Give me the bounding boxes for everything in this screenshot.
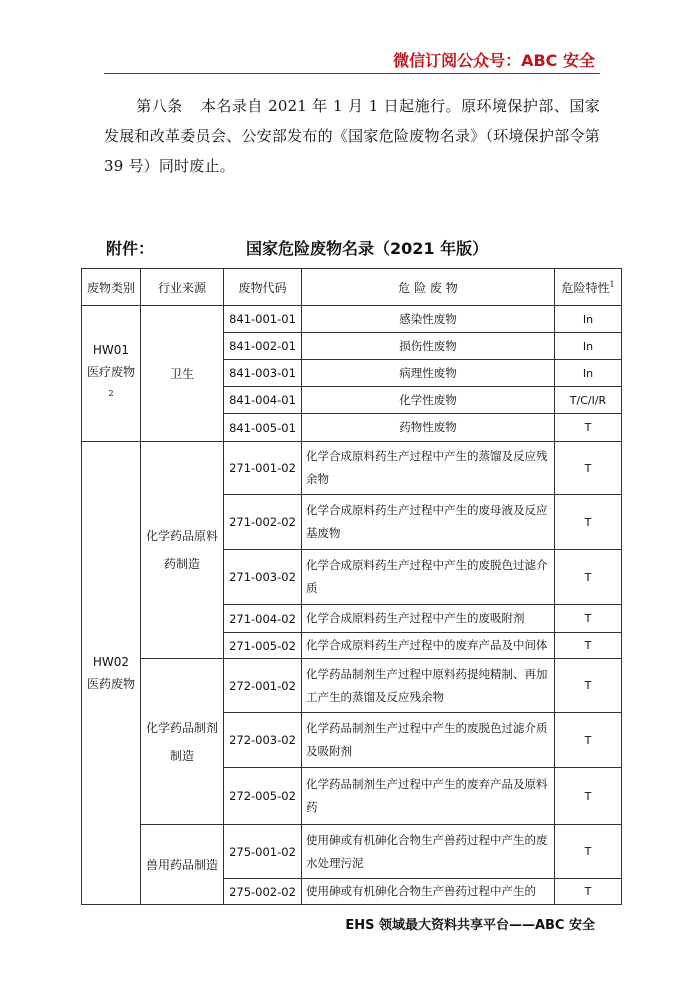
table-row	[82, 442, 622, 495]
attachment-label: 附件：	[106, 239, 155, 258]
waste-name: 化学性废物	[302, 387, 555, 414]
source-group: 兽用药品制造	[141, 825, 224, 905]
waste-name: 化学合成原料药生产过程中产生的废母液及反应基废物	[302, 495, 555, 550]
table-row	[82, 659, 622, 713]
source-group: 化学药品制剂制造	[141, 659, 224, 825]
waste-name: 化学合成原料药生产过程中产生的蒸馏及反应残余物	[302, 442, 555, 495]
waste-code: 271-001-02	[224, 442, 302, 495]
waste-name: 病理性废物	[302, 360, 555, 387]
article-body: 本名录自 2021 年 1 月 1 日起施行。原环境保护部、国家发展和改革委员会、公安部发布的《国家危险废物名录》（环境保护部令第 39 号）同时废止。	[104, 97, 600, 175]
waste-name: 使用砷或有机砷化合物生产兽药过程中产生的	[302, 879, 555, 905]
category-hw01: HW01 医疗废物 $^2$	[82, 306, 141, 442]
hazard-characteristic: In	[555, 333, 622, 360]
waste-code: 272-003-02	[224, 713, 302, 768]
waste-code: 271-002-02	[224, 495, 302, 550]
header-category: 废物类别	[82, 269, 141, 306]
header-channel: 微信订阅公众号：ABC 安全	[393, 51, 595, 70]
header-divider	[104, 73, 600, 74]
waste-code: 271-004-02	[224, 605, 302, 633]
table-row	[82, 825, 622, 879]
waste-code: 271-005-02	[224, 633, 302, 659]
waste-code: 272-005-02	[224, 768, 302, 825]
source-hw01: 卫生	[141, 306, 224, 442]
waste-name: 化学合成原料药生产过程中产生的废脱色过滤介质	[302, 550, 555, 605]
waste-name: 感染性废物	[302, 306, 555, 333]
waste-name: 化学合成原料药生产过程中产生的废吸附剂	[302, 605, 555, 633]
header-waste: 危 险 废 物	[302, 269, 555, 306]
hazard-characteristic: In	[555, 360, 622, 387]
article-paragraph	[104, 91, 600, 181]
source-group: 化学药品原料药制造	[141, 442, 224, 659]
waste-code: 271-003-02	[224, 550, 302, 605]
hazard-characteristic: T	[555, 879, 622, 905]
hazard-characteristic: T	[555, 633, 622, 659]
hazard-characteristic: T	[555, 550, 622, 605]
hazard-characteristic: T	[555, 495, 622, 550]
category-footnote-mark: 2	[108, 389, 114, 398]
hazard-characteristic: T	[555, 713, 622, 768]
table-title: 国家危险废物名录（2021 年版）	[246, 239, 489, 258]
waste-code: 841-004-01	[224, 387, 302, 414]
waste-name: 药物性废物	[302, 414, 555, 442]
waste-name: 化学合成原料药生产过程中的废弃产品及中间体	[302, 633, 555, 659]
header-hazard: 危险特性$^1$	[555, 269, 622, 306]
header-source: 行业来源	[141, 269, 224, 306]
hazard-characteristic: T	[555, 442, 622, 495]
waste-name: 化学药品制剂生产过程中原料药提纯精制、再加工产生的蒸馏及反应残余物	[302, 659, 555, 713]
hazard-characteristic: In	[555, 306, 622, 333]
waste-code: 275-001-02	[224, 825, 302, 879]
article-label: 第八条	[136, 97, 183, 115]
waste-name: 化学药品制剂生产过程中产生的废弃产品及原料药	[302, 768, 555, 825]
waste-code: 841-005-01	[224, 414, 302, 442]
hazard-footnote-mark: 1	[609, 279, 615, 289]
waste-name: 使用砷或有机砷化合物生产兽药过程中产生的废水处理污泥	[302, 825, 555, 879]
waste-code: 272-001-02	[224, 659, 302, 713]
waste-name: 损伤性废物	[302, 333, 555, 360]
header-code: 废物代码	[224, 269, 302, 306]
waste-code: 841-002-01	[224, 333, 302, 360]
category-hw02: HW02 医药废物	[82, 442, 141, 905]
hazard-characteristic: T	[555, 768, 622, 825]
waste-code: 841-003-01	[224, 360, 302, 387]
hazard-characteristic: T	[555, 414, 622, 442]
table-row	[82, 306, 622, 333]
footer-text: EHS 领域最大资料共享平台——ABC 安全	[345, 918, 595, 933]
hazard-characteristic: T	[555, 605, 622, 633]
waste-code: 841-001-01	[224, 306, 302, 333]
waste-name: 化学药品制剂生产过程中产生的废脱色过滤介质及吸附剂	[302, 713, 555, 768]
hazard-characteristic: T/C/I/R	[555, 387, 622, 414]
table-header-row	[82, 269, 622, 306]
hazard-characteristic: T	[555, 659, 622, 713]
hazardous-waste-table	[81, 268, 622, 905]
waste-code: 275-002-02	[224, 879, 302, 905]
hazard-characteristic: T	[555, 825, 622, 879]
